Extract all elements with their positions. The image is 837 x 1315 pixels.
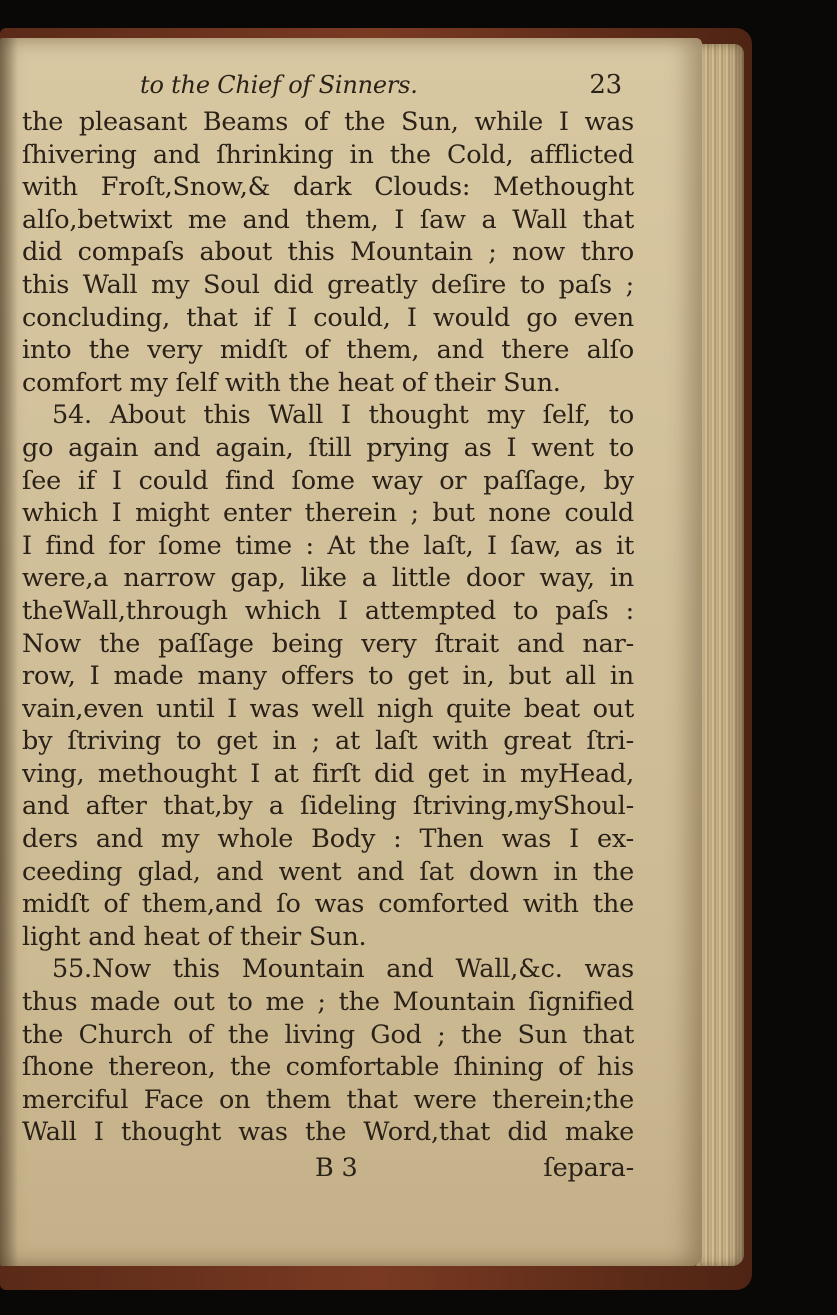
text-line: with Froſt,Snow,& dark Clouds: Methought xyxy=(22,172,634,203)
text-line: the Church of the living God ; the Sun that xyxy=(22,1019,634,1050)
text-line: and after that,by a ſideling ſtriving,myShoul- xyxy=(22,791,634,822)
text-line: did compaſs about this Mountain ; now thro xyxy=(22,237,634,268)
text-line: comfort my ſelf with the heat of their Sun. xyxy=(22,367,561,398)
text-line: theWall,through which I attempted to paſs : xyxy=(22,595,634,626)
running-head: to the Chief of Sinners. xyxy=(140,71,418,99)
text-line: Wall I thought was the Word,that did make xyxy=(22,1117,634,1148)
text-line: vain,even until I was well nigh quite beat out xyxy=(22,693,634,724)
text-line: concluding, that if I could, I would go even xyxy=(22,302,634,333)
text-line: go again and again, ſtill prying as I went to xyxy=(22,432,634,463)
text-line: the pleasant Beams of the Sun, while I was xyxy=(22,107,634,137)
text-line: ving, methought I at firſt did get in myHead, xyxy=(22,758,634,789)
text-line: I find for ſome time : At the laſt, I ſaw, as it xyxy=(22,530,634,561)
page-footer xyxy=(22,1151,634,1185)
page-number: 23 xyxy=(589,70,622,100)
catchword: ſepara- xyxy=(543,1153,634,1183)
page-text-block xyxy=(22,70,634,1185)
text-line: thus made out to me ; the Mountain ſignified xyxy=(22,987,634,1018)
text-line: merciful Face on them that were therein;the xyxy=(22,1084,634,1115)
text-line: Now the paſſage being very ſtrait and nar- xyxy=(22,628,634,659)
signature-mark: B 3 xyxy=(315,1153,358,1183)
text-line: light and heat of their Sun. xyxy=(22,921,367,952)
text-line: this Wall my Soul did greatly deſire to paſs ; xyxy=(22,269,634,300)
text-line: ceeding glad, and went and ſat down in the xyxy=(22,856,634,887)
text-line: row, I made many offers to get in, but all in xyxy=(22,661,634,692)
text-line: midſt of them,and ſo was comforted with the xyxy=(22,889,634,920)
text-line: ſhone thereon, the comfortable ſhining of his xyxy=(22,1052,634,1083)
text-line: into the very midſt of them, and there alſo xyxy=(22,335,634,366)
text-line: ders and my whole Body : Then was I ex- xyxy=(22,824,634,855)
text-line: alſo,betwixt me and them, I ſaw a Wall that xyxy=(22,204,634,235)
text-line: were,a narrow gap, like a little door way, in xyxy=(22,563,634,594)
spine-shadow xyxy=(0,38,18,1266)
page-edges xyxy=(696,44,744,1266)
text-line: ſee if I could find ſome way or paſſage, by xyxy=(22,465,634,496)
text-line: ſhivering and ſhrinking in the Cold, afflicted xyxy=(22,139,634,170)
text-line: which I might enter therein ; but none could xyxy=(22,498,634,529)
text-line: by ſtriving to get in ; at laſt with great ſtri- xyxy=(22,726,634,757)
page-header xyxy=(22,70,634,106)
paragraph-start-54: 54. About this Wall I thought my ſelf, to xyxy=(52,400,634,431)
paragraph-start-55: 55.Now this Mountain and Wall,&c. was xyxy=(52,954,634,985)
